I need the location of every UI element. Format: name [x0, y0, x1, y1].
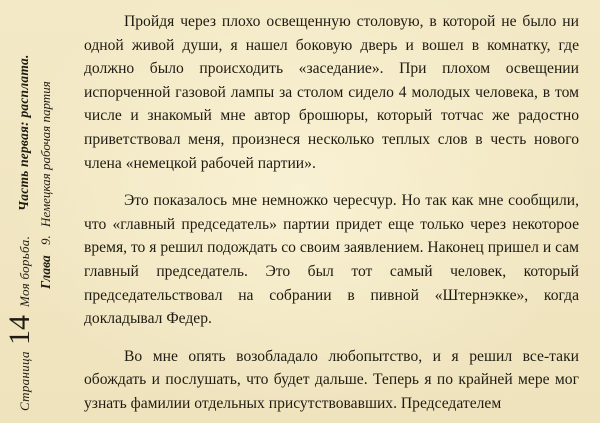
paragraph: Пройдя через плохо освещенную столовую, в которой не было ни одной живой души, я нашел боковую дверь и вошел в комнатку, где должно было происходить «заседание». При плохом освещении испорченной газовой лампы за столом сидело 4 молодых человека, в том числе и знакомый мне автор брошюры, который тотчас же радостно приветствовал меня, произнеся несколько теплых слов в честь нового члена «немецкой рабочей партии».: [84, 13, 579, 172]
part-title: Часть первая: расплата.: [16, 54, 31, 211]
running-header: [0, 0, 62, 423]
chapter-title: Немецкая рабочая партия: [38, 81, 53, 227]
paragraph: Во мне опять возобладало любопытство, и я решил все-таки обождать и послушать, что будет дальше. Теперь я по крайней мере мог узнать фамилии отдельных присутствовавших. Председателем: [84, 347, 579, 412]
paragraph: Это показалось мне немножко чересчур. Но так как мне сообщили, что «главный председатель» партии придет еще только через некоторое время, то я решил подождать со своим заявлением. Наконец пришел и сам главный председатель. Это был тот самый человек, который председательствовал на собрании в пивной «Штернэкке», когда докладывал Федер.: [84, 192, 579, 328]
page-number: 14: [3, 315, 36, 345]
header-line-1: [3, 0, 36, 423]
body-text: [84, 10, 579, 423]
book-title: Моя борьба.: [17, 235, 32, 307]
header-line-2: [36, 0, 58, 423]
chapter-number: 9.: [38, 235, 53, 245]
chapter-label: Глава: [38, 255, 53, 289]
running-header-rotated: [0, 0, 62, 423]
page-label: Страница: [17, 351, 32, 411]
